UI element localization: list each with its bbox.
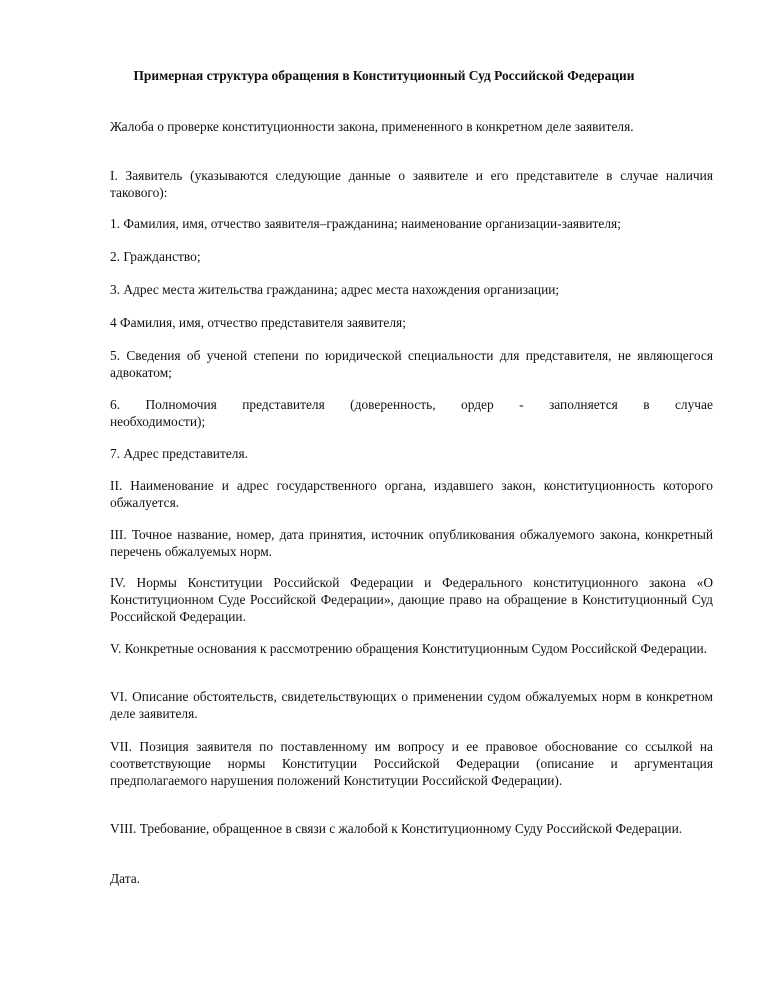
item-6-word: представителя — [242, 397, 325, 412]
item-6-word: в — [643, 397, 650, 412]
section-6-circumstances: VI. Описание обстоятельств, свидетельствующих о применении судом обжалуемых норм в конкретном деле заявителя. — [110, 689, 713, 721]
item-6-word: Полномочия — [145, 397, 217, 412]
section-7-position: VII. Позиция заявителя по поставленному им вопросу и ее правовое обоснование со ссылкой на соответствующие нормы Конституции Российской Федерации (описание и аргументация предполагаемого нарушения положений Конституции Российской Федерации). — [110, 739, 713, 788]
document-title: Примерная структура обращения в Конституционный Суд Российской Федерации — [133, 68, 635, 83]
section-4-norms: IV. Нормы Конституции Российской Федерации и Федерального конституционного закона «О Конституционном Суде Российской Федерации», дающие право на обращение в Конституционный Суд Российской Федерации. — [110, 575, 713, 624]
item-6-word: случае — [674, 397, 713, 412]
date-line: Дата. — [110, 871, 141, 886]
section-5-grounds: V. Конкретные основания к рассмотрению обращения Конституционным Судом Российской Федерации. — [110, 641, 708, 656]
item-3-address: 3. Адрес места жительства гражданина; адрес места нахождения организации; — [110, 282, 560, 297]
item-6-word: - — [519, 397, 524, 412]
item-2-citizenship: 2. Гражданство; — [110, 249, 201, 264]
item-5-degree: 5. Сведения об ученой степени по юридической специальности для представителя, не являющегося адвокатом; — [110, 348, 713, 380]
item-6-word: ордер — [461, 397, 494, 412]
item-6-authority — [110, 396, 713, 430]
section-2-authority: II. Наименование и адрес государственного органа, издавшего закон, конституционность которого обжалуется. — [110, 478, 713, 510]
item-6-word: (доверенность, — [350, 397, 436, 412]
item-6-word: заполняется — [548, 397, 618, 412]
section-3-law: III. Точное название, номер, дата принятия, источник опубликования обжалуемого закона, конкретный перечень обжалуемых норм. — [110, 527, 713, 559]
item-7-representative-address: 7. Адрес представителя. — [110, 446, 248, 461]
item-4-representative-name: 4 Фамилия, имя, отчество представителя заявителя; — [110, 315, 406, 330]
item-6-line-2: необходимости); — [110, 414, 206, 429]
item-6-line-1 — [110, 396, 713, 413]
item-1-name: 1. Фамилия, имя, отчество заявителя–гражданина; наименование организации-заявителя; — [110, 216, 621, 231]
section-8-demand: VIII. Требование, обращенное в связи с жалобой к Конституционному Суду Российской Федерации. — [110, 821, 683, 836]
item-6-word: 6. — [110, 397, 121, 412]
section-1-applicant: I. Заявитель (указываются следующие данные о заявителе и его представителе в случае наличия такового): — [110, 168, 713, 200]
intro-paragraph: Жалоба о проверке конституционности закона, примененного в конкретном деле заявителя. — [110, 119, 634, 134]
